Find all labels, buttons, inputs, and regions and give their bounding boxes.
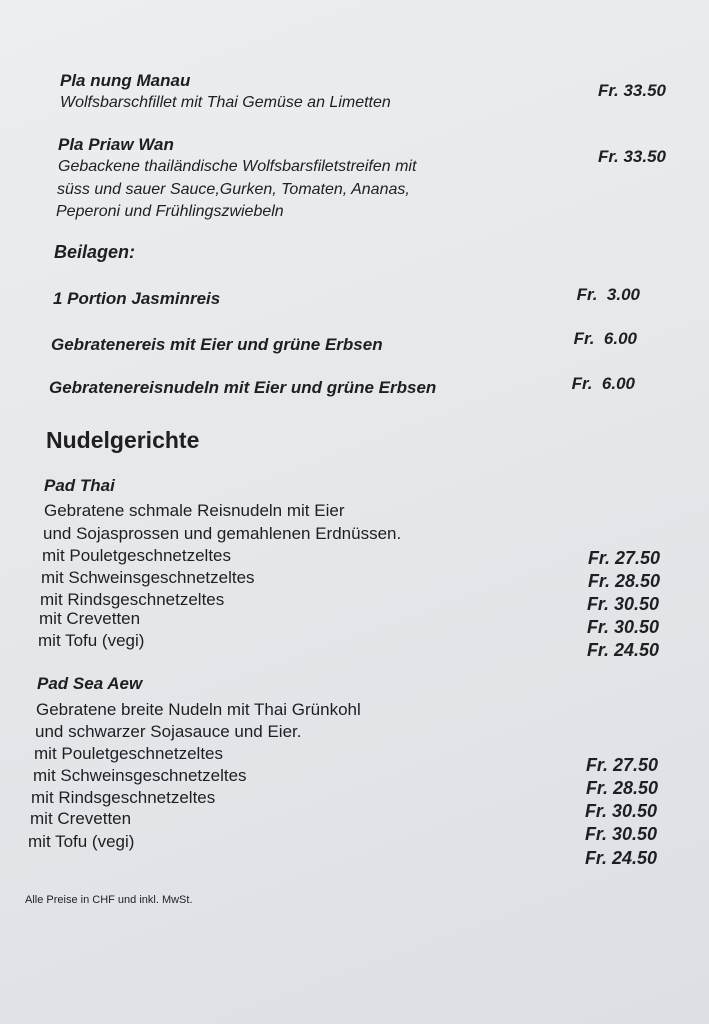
option-label: mit Schweinsgeschnetzeltes [41,568,255,587]
dish-name-pla-nung-manau: Pla nung Manau [60,71,191,90]
option-label: mit Tofu (vegi) [28,832,135,851]
option-price: Fr. 28.50 [587,571,660,591]
dish-description-line: Peperoni und Frühlingszwiebeln [56,203,284,220]
dish-name-pla-priaw-wan: Pla Priaw Wan [58,135,174,154]
dish-description-line: und Sojasprossen und gemahlenen Erdnüssen. [43,524,402,543]
side-item-price: Fr. 3.00 [576,285,640,304]
option-label: mit Tofu (vegi) [38,631,145,650]
option-label: mit Crevetten [30,809,132,828]
dish-name-pad-sea-aew: Pad Sea Aew [37,674,143,693]
dish-description-line: Gebratene schmale Reisnudeln mit Eier [44,501,345,520]
option-label: mit Schweinsgeschnetzeltes [33,766,247,785]
side-item-label: Gebratenereisnudeln mit Eier und grüne Erbsen [49,378,437,397]
dish-description: Wolfsbarschfillet mit Thai Gemüse an Limetten [60,94,391,111]
dish-description-line: süss und sauer Sauce,Gurken, Tomaten, Ananas, [57,181,410,198]
option-price: Fr. 30.50 [584,824,657,844]
section-title-noodles: Nudelgerichte [46,427,200,453]
option-label: mit Pouletgeschnetzeltes [34,744,223,763]
dish-description-line: Gebratene breite Nudeln mit Thai Grünkohl [36,700,361,719]
option-label: mit Pouletgeschnetzeltes [42,546,231,565]
option-price: Fr. 27.50 [585,755,658,775]
option-price: Fr. 30.50 [586,594,659,614]
option-price: Fr. 30.50 [584,801,657,821]
option-label: mit Rindsgeschnetzeltes [40,590,225,609]
sides-heading: Beilagen: [54,242,136,262]
side-item-label: 1 Portion Jasminreis [53,289,221,308]
dish-description-line: und schwarzer Sojasauce und Eier. [35,722,302,741]
option-label: mit Crevetten [39,609,141,628]
side-item-price: Fr. 6.00 [573,329,637,348]
side-item-price: Fr. 6.00 [571,374,635,393]
option-price: Fr. 27.50 [587,548,660,568]
option-price: Fr. 30.50 [586,617,659,637]
option-price: Fr. 24.50 [586,640,659,660]
option-label: mit Rindsgeschnetzeltes [31,788,216,807]
side-item-label: Gebratenereis mit Eier und grüne Erbsen [51,335,383,354]
dish-price: Fr. 33.50 [597,147,666,166]
option-price: Fr. 24.50 [584,848,657,868]
dish-name-pad-thai: Pad Thai [44,476,115,495]
footer-note: Alle Preise in CHF und inkl. MwSt. [25,894,193,906]
option-price: Fr. 28.50 [585,778,658,798]
dish-description-line: Gebackene thailändische Wolfsbarsfiletstreifen mit [58,158,417,175]
dish-price: Fr. 33.50 [597,81,666,100]
